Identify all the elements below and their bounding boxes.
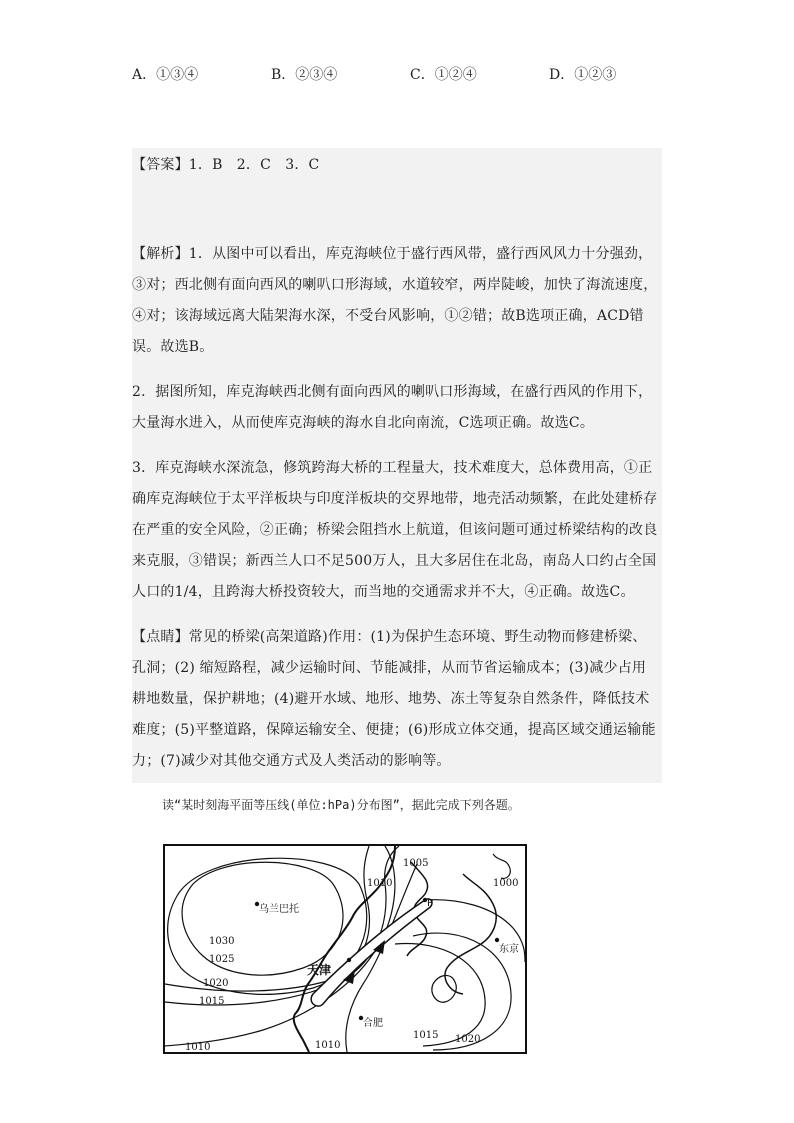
label-1025: 1025 xyxy=(209,954,235,965)
answer-block xyxy=(132,148,662,783)
label-1020-s: 1020 xyxy=(455,1034,481,1045)
label-1015: 1015 xyxy=(199,996,225,1007)
tip-paragraph: 【点睛】常见的桥梁(高架道路)作用：(1)为保护生态环境、野生动物而修建桥梁、孔洞；(2) 缩短路程，减少运输时间、节能减排，从而节省运输成本；(3)减少占用耕地数量，保护耕地；(4)避开水域、地形、地势、冻土等复杂自然条件，降低技术难度；(5)平整道路，保障运输安全、便捷；(6)形成立体交通，提高区域交通运输能力；(7)减少对其他交通方式及人类活动的影响等。 xyxy=(132,629,656,769)
city-dot-tokyo xyxy=(495,938,499,942)
label-1010-sw: 1010 xyxy=(185,1042,211,1053)
isobar-map xyxy=(163,844,527,1054)
analysis-1: 【解析】1．从图中可以看出，库克海峡位于盛行西风带，盛行西风风力十分强劲，③对；西北侧有面向西风的喇叭口形海域，水道较窄，两岸陡峻，加快了海流速度，④对；该海域远离大陆架海水深，不受台风影响，①②错；故B选项正确，ACD错误。故选B。 xyxy=(132,246,658,355)
question-intro: 读“某时刻海平面等压线(单位:hPa)分布图”，据此完成下列各题。 xyxy=(162,798,520,812)
label-1005: 1005 xyxy=(403,858,429,869)
label-hefei: 合肥 xyxy=(363,1018,383,1029)
city-dot-tianjin xyxy=(347,958,351,962)
label-1030: 1030 xyxy=(209,936,235,947)
label-1020: 1020 xyxy=(203,978,229,989)
option-a[interactable]: A．①③④ xyxy=(132,67,199,83)
option-c[interactable]: C．①②④ xyxy=(410,67,477,83)
analysis-2: 2．据图所知，库克海峡西北侧有面向西风的喇叭口形海域，在盛行西风的作用下，大量海水进入，从而使库克海峡的海水自北向南流，C选项正确。故选C。 xyxy=(132,384,653,431)
option-d[interactable]: D．①②③ xyxy=(549,67,617,83)
option-b[interactable]: B．②③④ xyxy=(271,67,338,83)
label-tokyo: 东京 xyxy=(499,944,519,955)
isobar-map-svg xyxy=(163,844,527,1054)
label-1010-n: 1010 xyxy=(367,878,393,889)
label-ulaanbaatar: 乌兰巴托 xyxy=(259,904,299,915)
label-1000: 1000 xyxy=(493,878,519,889)
label-1015-s: 1015 xyxy=(413,1030,439,1041)
analysis-3: 3．库克海峡水深流急，修筑跨海大桥的工程量大，技术难度大，总体费用高，①正确库克海峡位于太平洋板块与印度洋板块的交界地带，地壳活动频繁，在此处建桥存在严重的安全风险，②正确；桥梁会阻挡水上航道，但该问题可通过桥梁结构的改良来克服，③错误；新西兰人口不足500万人，且大多居住在北岛，南岛人口约占全国人口的1/4，且跨海大桥投资较大，而当地的交通需求并不大，④正确。故选C。 xyxy=(132,460,658,600)
answer-options xyxy=(132,64,692,88)
label-p: P xyxy=(427,898,434,909)
label-tianjin: 天津 xyxy=(307,963,332,977)
label-1010-s: 1010 xyxy=(315,1040,341,1051)
answer-line: 【答案】1．B 2．C 3．C xyxy=(132,157,320,173)
